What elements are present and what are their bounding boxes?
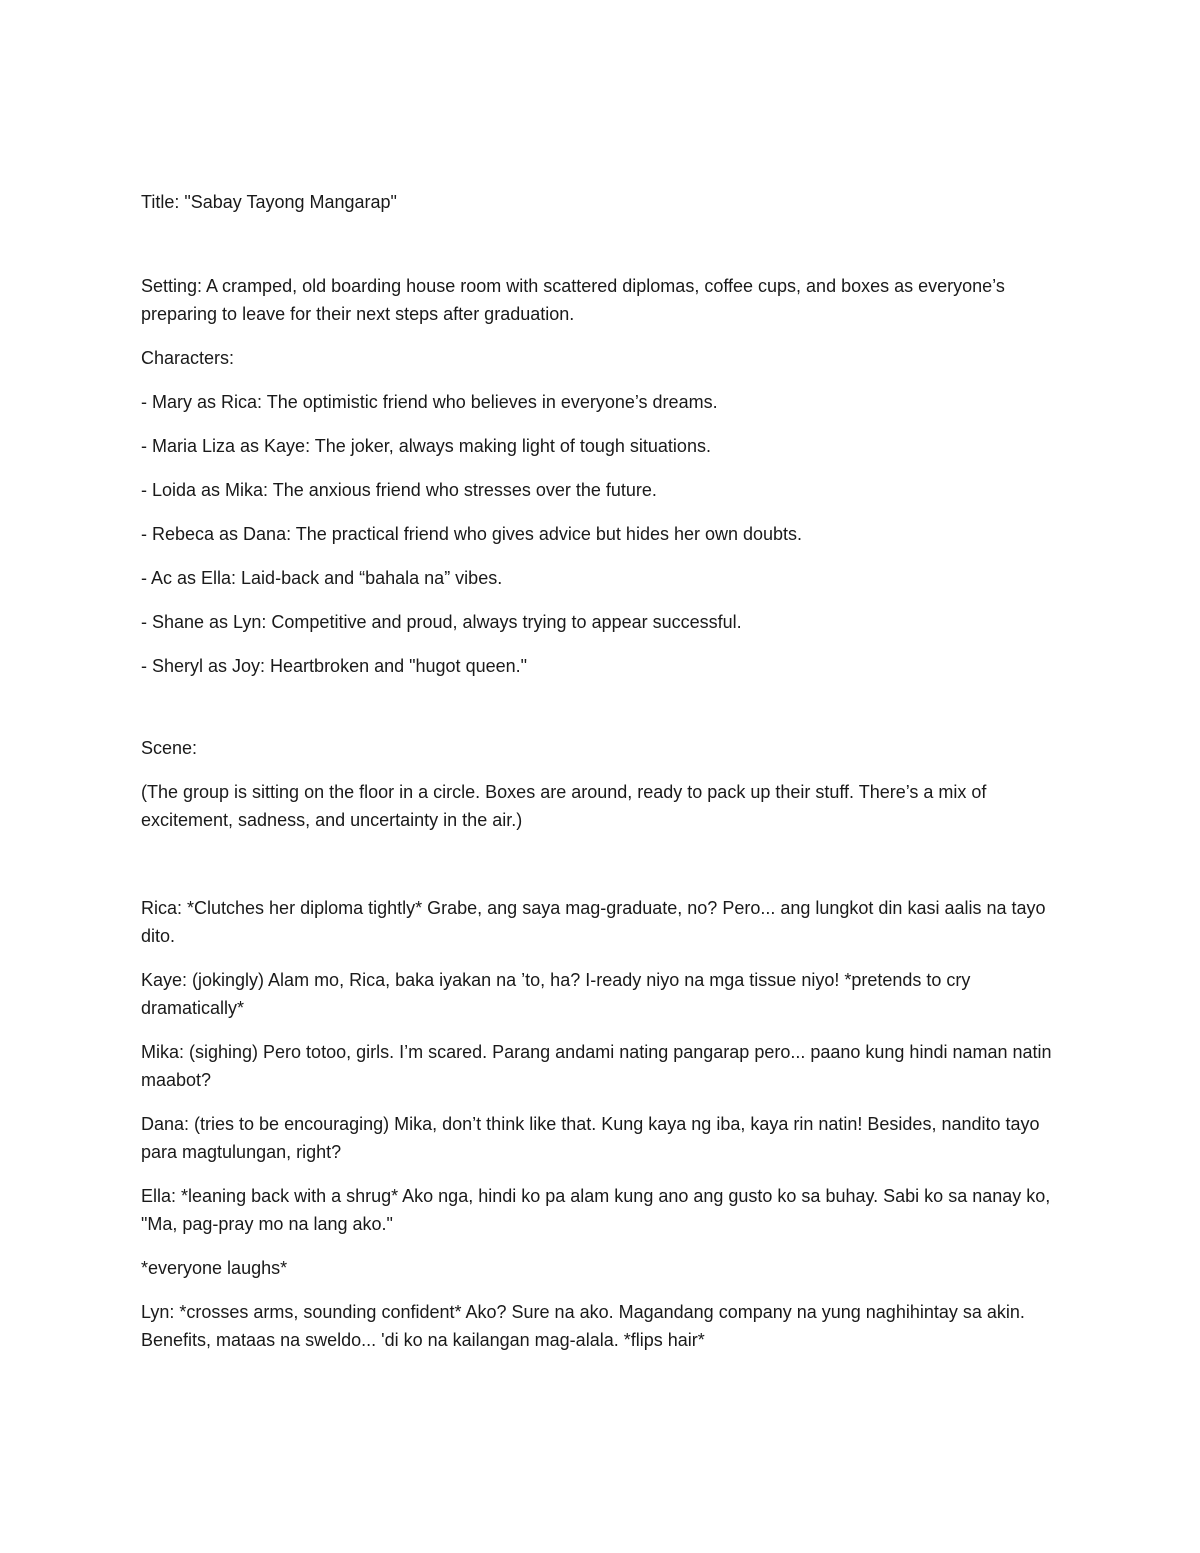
character-item: - Ac as Ella: Laid-back and “bahala na” vibes. — [141, 568, 503, 588]
setting-paragraph: Setting: A cramped, old boarding house room with scattered diplomas, coffee cups, and boxes as everyone’s preparing to leave for their next steps after graduation. — [141, 276, 1005, 324]
character-item: - Sheryl as Joy: Heartbroken and "hugot queen." — [141, 656, 528, 676]
document-body — [141, 188, 1066, 1354]
character-item: - Mary as Rica: The optimistic friend who believes in everyone’s dreams. — [141, 392, 718, 412]
scene-direction: (The group is sitting on the floor in a circle. Boxes are around, ready to pack up their stuff. There’s a mix of excitement, sadness, and uncertainty in the air.) — [141, 782, 987, 830]
characters-heading: Characters: — [141, 348, 235, 368]
character-item: - Shane as Lyn: Competitive and proud, always trying to appear successful. — [141, 612, 742, 632]
dialogue-list — [141, 894, 1066, 1354]
dialogue-line: Rica: *Clutches her diploma tightly* Grabe, ang saya mag-graduate, no? Pero... ang lungkot din kasi aalis na tayo dito. — [141, 898, 1046, 946]
dialogue-line: Lyn: *crosses arms, sounding confident* Ako? Sure na ako. Magandang company na yung naghihintay sa akin. Benefits, mataas na sweldo... 'di ko na kailangan mag-alala. *flips hair* — [141, 1302, 1025, 1350]
characters-list — [141, 388, 1066, 680]
character-item: - Rebeca as Dana: The practical friend who gives advice but hides her own doubts. — [141, 524, 803, 544]
script-title: Title: "Sabay Tayong Mangarap" — [141, 192, 397, 212]
character-item: - Loida as Mika: The anxious friend who stresses over the future. — [141, 480, 657, 500]
dialogue-line: Dana: (tries to be encouraging) Mika, don’t think like that. Kung kaya ng iba, kaya rin natin! Besides, nandito tayo para magtulungan, right? — [141, 1114, 1040, 1162]
dialogue-line: Mika: (sighing) Pero totoo, girls. I’m scared. Parang andami nating pangarap pero... paano kung hindi naman natin maabot? — [141, 1042, 1052, 1090]
dialogue-line: Ella: *leaning back with a shrug* Ako nga, hindi ko pa alam kung ano ang gusto ko sa buhay. Sabi ko sa nanay ko, "Ma, pag-pray mo na lang ako." — [141, 1186, 1051, 1234]
scene-heading: Scene: — [141, 738, 198, 758]
character-item: - Maria Liza as Kaye: The joker, always making light of tough situations. — [141, 436, 711, 456]
stage-direction: *everyone laughs* — [141, 1258, 288, 1278]
dialogue-line: Kaye: (jokingly) Alam mo, Rica, baka iyakan na ’to, ha? I-ready niyo na mga tissue niyo! *pretends to cry dramatically* — [141, 970, 971, 1018]
